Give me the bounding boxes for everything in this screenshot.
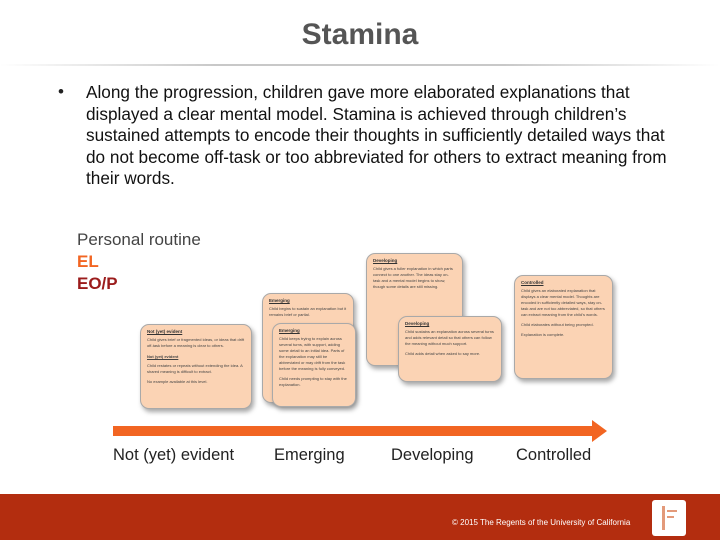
card-heading: Developing [373, 258, 398, 263]
card-not-evident [140, 324, 252, 409]
card-note: Child elaborates without being prompted. [521, 322, 594, 327]
routine-legend [77, 229, 201, 295]
copyright-text: © 2015 The Regents of the University of California [452, 518, 631, 527]
slide-title: Stamina [301, 18, 419, 51]
bullet-dot-icon: • [58, 82, 64, 101]
card-note: Child adds detail when asked to say more. [405, 351, 481, 356]
card-text: Child keeps trying to explain across several turns, with support, adding some detail to an initial idea. Parts of the explanation may still be abbreviated or may drift from the task before the meaning is fully conveyed. [279, 336, 346, 371]
bullet-block [58, 82, 668, 190]
card-note: No example available at this level. [147, 379, 208, 384]
card-heading: Emerging [269, 298, 290, 303]
routine-el: EL [77, 252, 99, 271]
card-note: Explanation is complete. [521, 332, 565, 337]
card-text: Child gives brief or fragmented ideas, or ideas that drift off-task before a meaning is clear to others. [147, 337, 245, 348]
stage-emerging: Emerging [274, 446, 345, 464]
card-text: Child sustains an explanation across several turns and adds relevant detail so that others can follow the meaning without much support. [405, 329, 494, 346]
card-emerging [272, 323, 356, 407]
card-note: Child needs prompting to stay with the explanation. [279, 376, 347, 387]
stage-developing: Developing [391, 446, 474, 464]
card-subheading: Not (yet) evident [147, 354, 179, 359]
stage-not-evident: Not (yet) evident [113, 446, 235, 464]
footer-bar [0, 494, 720, 540]
card-controlled [514, 275, 613, 379]
card-note: Child restates or repeats without extending the idea. A shared meaning is difficult to extract. [147, 363, 243, 374]
card-text: Child begins to sustain an explanation but it remains brief or partial. [269, 306, 347, 317]
card-heading: Controlled [521, 280, 544, 285]
bullet-text: Along the progression, children gave more elaborated explanations that displayed a clear mental model. Stamina is achieved through children’s sustained attempts to encode their thoughts in sufficiently detailed ways that do not become off-task or too abbreviated for others to extract meaning from their words. [86, 82, 667, 189]
card-text: Child gives a fuller explanation in which parts connect to one another. The ideas stay on-task and a mental model begins to show, though some details are still missing. [373, 266, 453, 289]
stage-controlled: Controlled [516, 446, 592, 464]
title-divider [0, 64, 720, 66]
routine-eop: EO/P [77, 274, 118, 293]
arrow-right-icon [592, 420, 607, 442]
card-developing [398, 316, 502, 382]
card-heading: Not (yet) evident [147, 329, 183, 334]
university-logo-icon [652, 500, 686, 536]
card-heading: Developing [405, 321, 430, 326]
card-text: Child gives an elaborated explanation that displays a clear mental model. Thoughts are encoded in sufficiently detailed ways, stay on-task and are not too abbreviated, so that others can extract meaning from the child’s words. [521, 288, 605, 317]
card-heading: Emerging [279, 328, 300, 333]
progression-arrow-line [113, 426, 593, 436]
routine-label: Personal routine [77, 230, 201, 249]
